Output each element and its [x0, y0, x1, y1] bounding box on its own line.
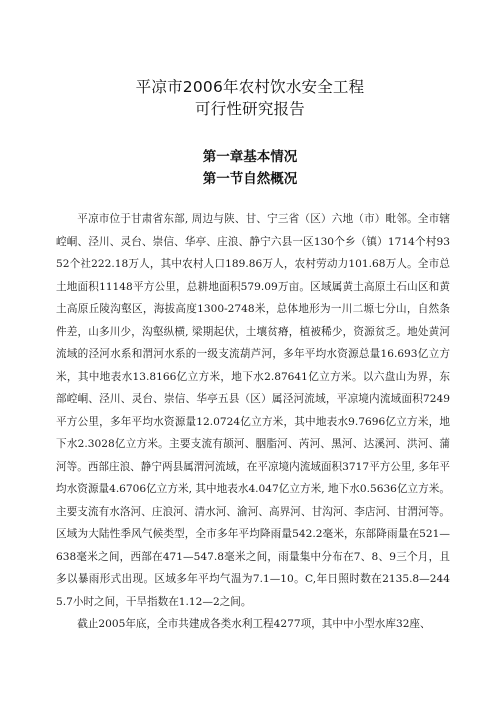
report-title [0, 76, 500, 120]
report-title-line-2: 可行性研究报告 [195, 100, 305, 118]
paragraph: 截止2005年底，全市共建成各类水利工程4277项，其中中小型水库32座、 [77, 618, 431, 630]
chapter-heading: 第一章基本情况 [202, 149, 298, 165]
body-text [56, 208, 450, 636]
report-title-line-1: 平凉市2006年农村饮水安全工程 [135, 78, 365, 96]
section-heading: 第一节自然概况 [202, 171, 298, 187]
paragraph: 平凉市位于甘肃省东部, 周边与陕、甘、宁三省（区）六地（市）毗邻。全市辖崆峒、泾川、灵台、崇信、华亭、庄浪、静宁六县一区130个乡（镇）1714个村9352个社222.18万人，其中农村人口189.86万人，农村劳动力101.68万人。全市总土地面积11148平方公里，总耕地面积579.09万亩。区域属黄土高原土石山区和黄土高原丘陵沟壑区，海拔高度1300-2748米，总体地形为一川二塬七分山，自然条件差，山多川少，沟壑纵横, 梁期起伏，土壤贫瘠，植被稀少，资源贫乏。地处黄河流域的泾河水系和渭河水系的一级支流葫芦河，多年平均水资源总量16.693亿立方米，其中地表水13.8166亿立方米，地下水2.87641亿立方米。以六盘山为界，东部崆峒、泾川、灵台、崇信、华亭五县（区）属泾河流域，平凉境内流域面积7249平方公里，多年平均水资源量12.0724亿立方米，其中地表水9.7696亿立方米，地下水2.3028亿立方米。主要支流有颉河、胭脂河、芮河、黑河、达溪河、洪河、蒲河等。西部庄浪、静宁两县属渭河流域，在平凉境内流域面积3717平方公里, 多年平均水资源量4.6706亿立方米, 其中地表水4.047亿立方米, 地下水0.5636亿立方米。主要支流有水洛河、庄浪河、清水河、渝河、高界河、甘沟河、李店河、甘渭河等。区域为大陆性季风气候类型，全市多年平均降雨量542.2毫米，东部降雨量在521—638毫米之间，西部在471—547.8毫米之间，雨量集中分布在7、8、9三个月，且多以暴雨形式出现。区域多年平均气温为7.1—10。C,年日照时数在2135.8—2445.7小时之间，干旱指数在1.12—2之间。 [56, 213, 450, 608]
headings [0, 146, 500, 190]
